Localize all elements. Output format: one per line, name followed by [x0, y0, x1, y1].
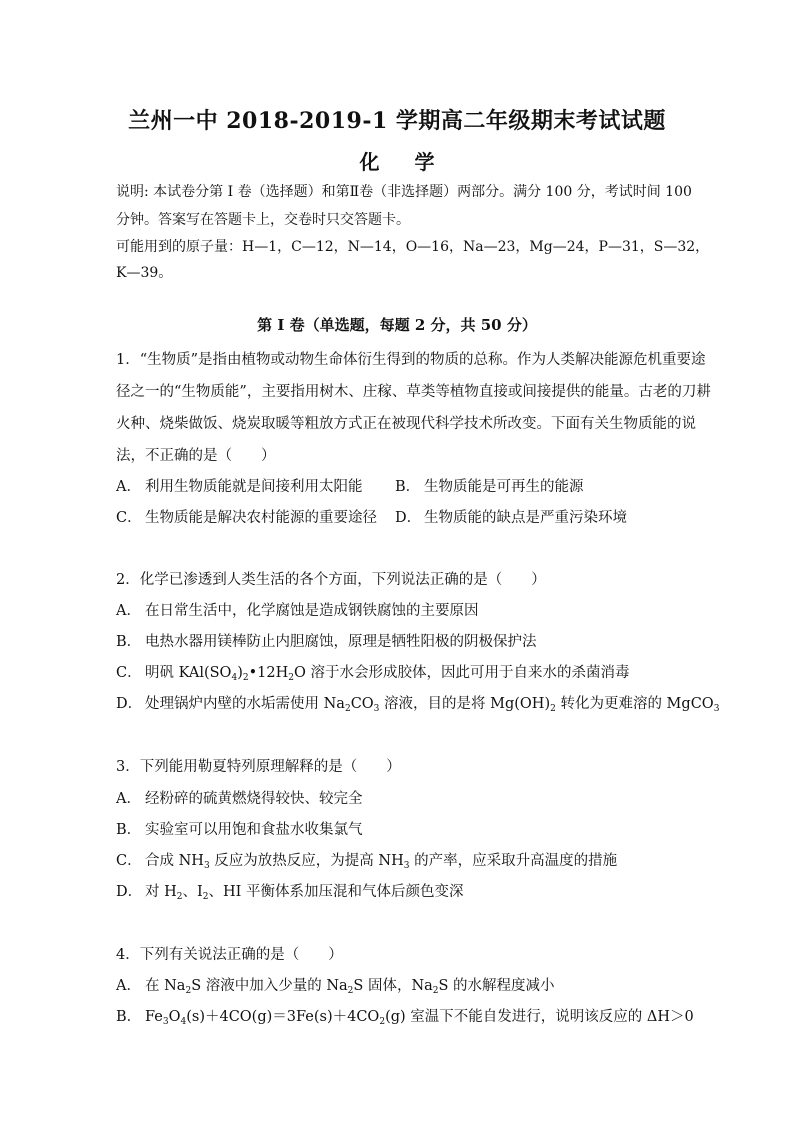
option-text-part: 合成 NH [145, 853, 204, 869]
subscript: 2 [176, 892, 183, 902]
option-text-part: 、I [182, 884, 203, 900]
option-text: 生物质能是可再生的能源 [424, 479, 584, 495]
q3-stem: 3．下列能用勒夏特列原理解释的是（ ） [116, 759, 401, 775]
q2-option-d [116, 692, 719, 713]
option-text-part: S 固体，Na [353, 978, 433, 994]
subscript: 2 [347, 986, 354, 996]
q3-option-c [116, 849, 617, 870]
q4-option-b [116, 1005, 694, 1026]
q1-stem-line-3: 火种、烧柴做饭、烧炭取暖等粗放方式正在被现代科学技术所改变。下面有关生物质能的说 [116, 416, 696, 432]
option-text: 实验室可以用饱和食盐水收集氯气 [145, 822, 363, 838]
option-text-part: 明矾 KAl(SO [145, 665, 232, 681]
q1-stem-line-2: 径之一的“生物质能”，主要指用树木、庄稼、草类等植物直接或间接提供的能量。古老的刀耕 [116, 384, 711, 400]
option-text-part: O 溶于水会形成胶体，因此可用于自来水的杀菌消毒 [293, 665, 630, 681]
option-text-part: 的产率，应采取升高温度的措施 [409, 853, 618, 869]
option-letter: D． [116, 696, 143, 712]
option-letter: D． [395, 510, 422, 526]
subscript: 2 [202, 892, 209, 902]
q1-option-d [395, 506, 627, 527]
option-text-part: 、HI 平衡体系加压混和气体后颜色变深 [208, 884, 464, 900]
q4-stem: 4．下列有关说法正确的是（ ） [116, 947, 343, 963]
option-text-part: 反应为放热反应，为提高 NH [209, 853, 404, 869]
option-text: 在日常生活中，化学腐蚀是造成钢铁腐蚀的主要原因 [145, 603, 479, 619]
subscript: 2 [344, 704, 351, 714]
option-text-part: •12H [248, 665, 289, 681]
q4-option-a [116, 974, 555, 995]
option-text-part: Fe [145, 1009, 163, 1025]
option-text-part: (s)＋4CO(g)＝3Fe(s)＋4CO [186, 1009, 380, 1025]
option-letter: C． [116, 665, 142, 681]
option-text-part: ) [237, 665, 243, 681]
subscript: 3 [373, 704, 380, 714]
subject-title: 化 学 [359, 150, 435, 174]
q1-stem-line-4: 法，不正确的是（ ） [116, 448, 276, 464]
option-text: 生物质能是解决农村能源的重要途径 [145, 510, 377, 526]
option-letter: B． [116, 822, 142, 838]
option-text-part: CO [350, 696, 374, 712]
subscript: 3 [403, 861, 410, 871]
option-text: 电热水器用镁棒防止内胆腐蚀，原理是牺牲阳极的阴极保护法 [145, 634, 537, 650]
option-text-part: 溶液，目的是将 Mg(OH) [379, 696, 551, 712]
subscript: 3 [162, 1017, 169, 1027]
option-text: 利用生物质能就是间接利用太阳能 [145, 479, 363, 495]
option-letter: A． [116, 978, 141, 994]
q3-option-a [116, 787, 363, 808]
intro-line-3: 可能用到的原子量：H—1，C—12，N—14，O—16，Na—23，Mg—24，P—31，S—32， [116, 239, 710, 255]
q1-option-b [395, 475, 584, 496]
q3-option-b [116, 818, 363, 839]
option-letter: C． [116, 853, 142, 869]
option-letter: D． [116, 884, 143, 900]
option-letter: A． [116, 603, 141, 619]
option-text-part: O [168, 1009, 181, 1025]
option-text: 生物质能的缺点是严重污染环境 [424, 510, 627, 526]
subscript: 2 [432, 986, 439, 996]
option-text: 经粉碎的硫黄燃烧得较快、较完全 [145, 791, 363, 807]
option-text-part: 转化为更难溶的 MgCO [555, 696, 714, 712]
option-text-part: S 溶液中加入少量的 Na [191, 978, 348, 994]
option-text-part: 对 H [145, 884, 177, 900]
q2-option-a [116, 599, 479, 620]
intro-line-4: K—39。 [116, 265, 173, 281]
q2-stem: 2．化学已渗透到人类生活的各个方面，下列说法正确的是（ ） [116, 572, 546, 588]
option-letter: C． [116, 510, 142, 526]
option-text-part: S 的水解程度减小 [438, 978, 555, 994]
section-heading: 第 I 卷（单选题，每题 2 分，共 50 分） [257, 316, 537, 334]
q1-option-a [116, 475, 363, 496]
option-letter: B． [116, 1009, 142, 1025]
option-text-part: 在 Na [145, 978, 186, 994]
option-letter: B． [395, 479, 421, 495]
subscript: 4 [180, 1017, 187, 1027]
subscript: 3 [713, 704, 720, 714]
subscript: 2 [185, 986, 192, 996]
q1-option-c [116, 506, 377, 527]
subscript: 2 [288, 673, 294, 683]
option-text-part: (g) 室温下不能自发进行，说明该反应的 ΔH＞0 [385, 1009, 694, 1025]
q2-option-b [116, 630, 537, 651]
option-letter: A． [116, 791, 141, 807]
subscript: 2 [379, 1017, 386, 1027]
subscript: 2 [550, 704, 556, 714]
option-letter: A． [116, 479, 141, 495]
subscript: 4 [231, 673, 238, 683]
q1-stem-line-1: 1．“生物质”是指由植物或动物生命体衍生得到的物质的总称。作为人类解决能源危机重要途 [116, 352, 706, 368]
subscript: 2 [242, 673, 249, 683]
intro-line-1: 说明: 本试卷分第 I 卷（选择题）和第Ⅱ卷（非选择题）两部分。满分 100 分，考试时间 100 [116, 184, 692, 200]
subscript: 3 [203, 861, 210, 871]
q2-option-c [116, 661, 629, 682]
intro-line-2: 分钟。答案写在答题卡上，交卷时只交答题卡。 [116, 212, 410, 228]
option-text-part: 处理锅炉内壁的水垢需使用 Na [145, 696, 345, 712]
exam-title: 兰州一中 2018-2019-1 学期高二年级期末考试试题 [128, 108, 666, 134]
q3-option-d [116, 880, 463, 901]
option-letter: B． [116, 634, 142, 650]
